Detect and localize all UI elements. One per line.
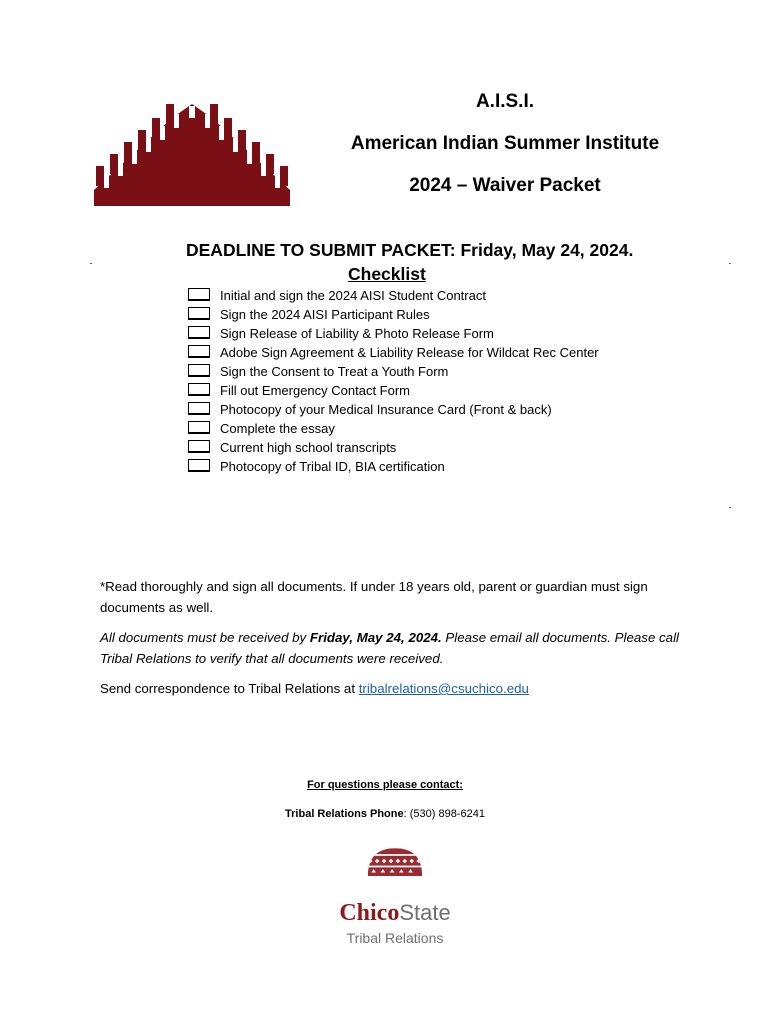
checkbox-icon[interactable] — [188, 364, 210, 377]
checkbox-icon[interactable] — [188, 345, 210, 358]
checkbox-icon[interactable] — [188, 307, 210, 320]
deadline-instructions-date: Friday, May 24, 2024. — [309, 630, 442, 645]
chico-state-wordmark — [330, 900, 460, 927]
checklist-item — [188, 362, 599, 381]
checklist-item — [188, 286, 599, 305]
header-packet-title: 2024 – Waiver Packet — [409, 175, 601, 196]
phone-value: : (530) 898-6241 — [403, 808, 485, 820]
checklist-item — [188, 400, 599, 419]
tribal-relations-wordmark: Tribal Relations — [346, 930, 444, 946]
checklist-item-label: Sign the 2024 AISI Participant Rules — [220, 307, 430, 322]
wordmark-state: State — [399, 900, 451, 925]
phone-line — [0, 808, 770, 820]
checklist-item — [188, 438, 599, 457]
deadline-instructions-suffix: Please email all documents. Please call Tribal Relations to verify that all documents were received. — [100, 630, 679, 666]
checklist — [188, 286, 599, 476]
stray-mark — [729, 263, 731, 264]
checkbox-icon[interactable] — [188, 440, 210, 453]
email-link[interactable]: tribalrelations@csuchico.edu — [358, 681, 529, 696]
checklist-item-label: Fill out Emergency Contact Form — [220, 383, 411, 398]
checklist-item-label: Adobe Sign Agreement & Liability Release for Wildcat Rec Center — [220, 345, 599, 360]
checklist-item — [188, 305, 599, 324]
correspondence-prefix: Send correspondence to Tribal Relations at — [100, 681, 359, 696]
checklist-item — [188, 343, 599, 362]
checklist-item — [188, 381, 599, 400]
checklist-item-label: Complete the essay — [220, 421, 335, 436]
checkbox-icon[interactable] — [188, 459, 210, 472]
stray-mark — [90, 263, 92, 264]
stray-mark — [729, 507, 731, 508]
checklist-item-label: Initial and sign the 2024 AISI Student Contract — [220, 288, 486, 303]
header-institute-name: American Indian Summer Institute — [350, 133, 660, 154]
chico-state-emblem-icon — [330, 846, 460, 906]
phone-label: Tribal Relations Phone — [285, 808, 404, 820]
deadline-notice: DEADLINE TO SUBMIT PACKET: Friday, May 24, 2024. — [186, 240, 634, 260]
read-thoroughly-note: *Read thoroughly and sign all documents. If under 18 years old, parent or guardian must sign documents as well. — [100, 579, 648, 615]
checklist-item-label: Current high school transcripts — [220, 440, 397, 455]
checklist-item-label: Sign Release of Liability & Photo Release Form — [220, 326, 494, 341]
checklist-item-label: Photocopy of Tribal ID, BIA certification — [220, 459, 445, 474]
questions-heading: For questions please contact: — [307, 779, 463, 791]
checklist-item-label: Photocopy of your Medical Insurance Card (Front & back) — [220, 402, 552, 417]
checklist-item — [188, 324, 599, 343]
checklist-item-label: Sign the Consent to Treat a Youth Form — [220, 364, 449, 379]
checkbox-icon[interactable] — [188, 402, 210, 415]
header-acronym: A.I.S.I. — [475, 91, 535, 112]
aisi-logo-icon — [94, 104, 290, 206]
deadline-instructions — [100, 627, 680, 669]
checklist-item — [188, 457, 599, 476]
checkbox-icon[interactable] — [188, 421, 210, 434]
checkbox-icon[interactable] — [188, 326, 210, 339]
checklist-heading: Checklist — [348, 264, 426, 284]
correspondence-note — [100, 678, 680, 699]
checkbox-icon[interactable] — [188, 383, 210, 396]
checkbox-icon[interactable] — [188, 288, 210, 301]
checklist-item — [188, 419, 599, 438]
deadline-instructions-prefix: All documents must be received by — [100, 630, 310, 645]
wordmark-chico: Chico — [339, 900, 400, 926]
